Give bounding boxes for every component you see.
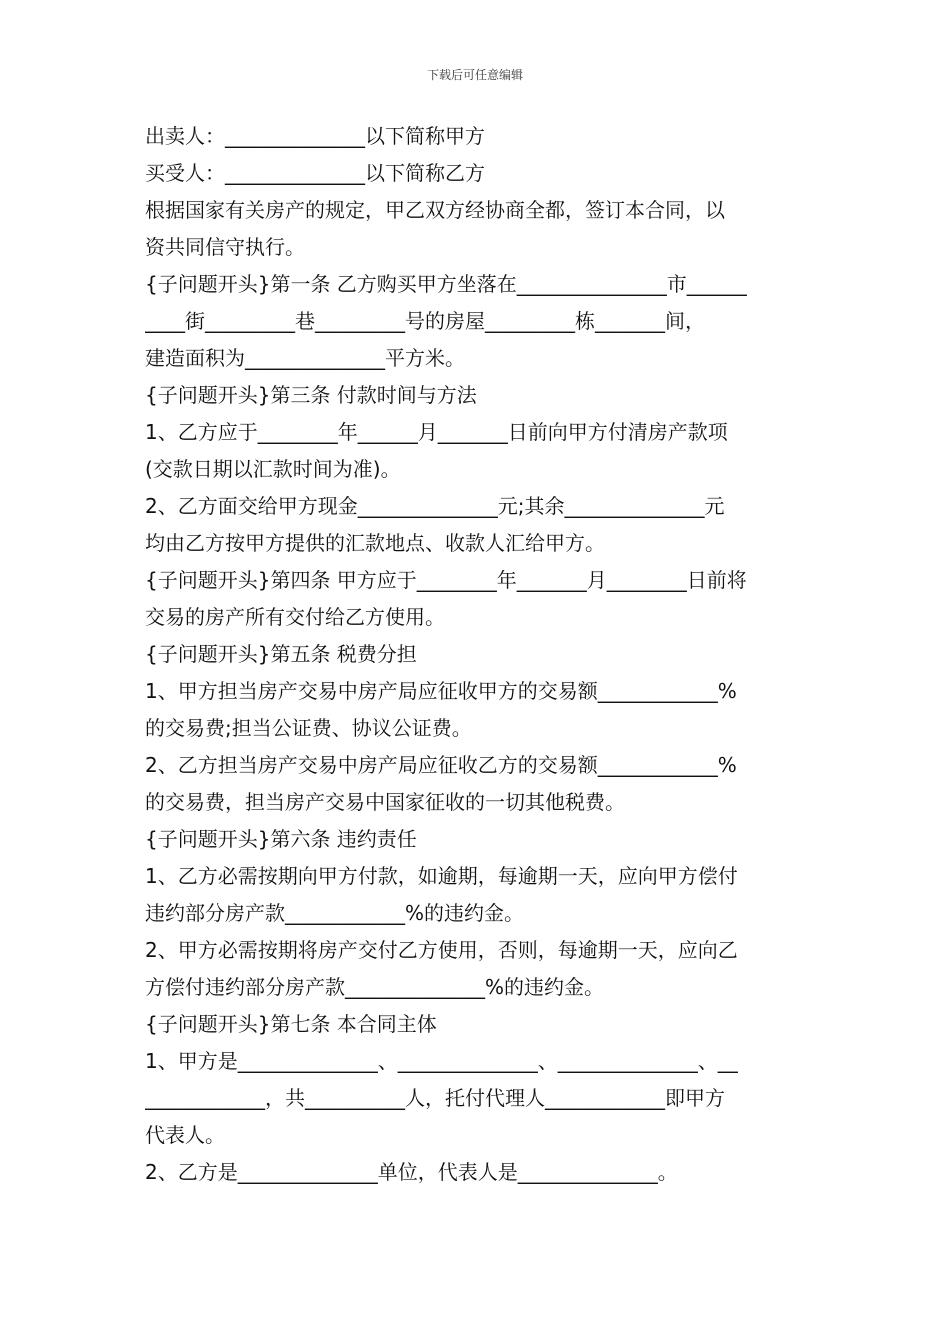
text-line: 1、乙方应于________年______月_______日前向甲方付清房产款项 [145,420,728,444]
page-header: 下载后可任意编辑 [426,68,523,82]
text-line: (交款日期以汇款时间为准)。 [145,457,401,481]
text-line: 2、甲方必需按期将房产交付乙方使用，否则，每逾期一天，应向乙 [145,938,738,962]
text-line: ____街_________巷_________号的房屋_________栋_______间， [145,309,705,333]
text-line: 出卖人：______________以下简称甲方 [145,124,485,148]
text-line: 的交易费;担当公证费、协议公证费。 [145,716,472,740]
text-line: 1、甲方是______________、______________、______________、__ [145,1049,738,1073]
text-line: {子问题开头}第六条 违约责任 [145,827,417,851]
text-line: 交易的房产所有交付给乙方使用。 [145,605,445,629]
text-line: 根据国家有关房产的规定，甲乙双方经协商全都，签订本合同，以 [145,198,725,222]
text-line: 资共同信守执行。 [145,235,305,259]
contract-body [145,118,810,1191]
text-line: 建造面积为______________平方米。 [145,346,465,370]
text-line: {子问题开头}第三条 付款时间与方法 [145,383,477,407]
text-line: 代表人。 [145,1123,225,1147]
text-line: 2、乙方是______________单位，代表人是______________。 [145,1160,678,1184]
text-line: 1、乙方必需按期向甲方付款，如逾期，每逾期一天，应向甲方偿付 [145,864,738,888]
text-line: {子问题开头}第一条 乙方购买甲方坐落在_______________市______ [145,272,747,296]
text-line: {子问题开头}第四条 甲方应于________年_______月________日前将 [145,568,747,592]
text-line: 违约部分房产款____________%的违约金。 [145,901,525,925]
text-line: ____________，共__________人，托付代理人____________即甲方 [145,1086,725,1110]
text-line: 1、甲方担当房产交易中房产局应征收甲方的交易额____________% [145,679,737,703]
text-line: 买受人：______________以下简称乙方 [145,161,485,185]
text-line: 2、乙方面交给甲方现金______________元;其余______________元 [145,494,725,518]
text-line: 的交易费，担当房产交易中国家征收的一切其他税费。 [145,790,625,814]
text-line: 均由乙方按甲方提供的汇款地点、收款人汇给甲方。 [145,531,605,555]
text-line: {子问题开头}第七条 本合同主体 [145,1012,437,1036]
text-line: {子问题开头}第五条 税费分担 [145,642,417,666]
text-line: 2、乙方担当房产交易中房产局应征收乙方的交易额____________% [145,753,737,777]
text-line: 方偿付违约部分房产款______________%的违约金。 [145,975,605,999]
